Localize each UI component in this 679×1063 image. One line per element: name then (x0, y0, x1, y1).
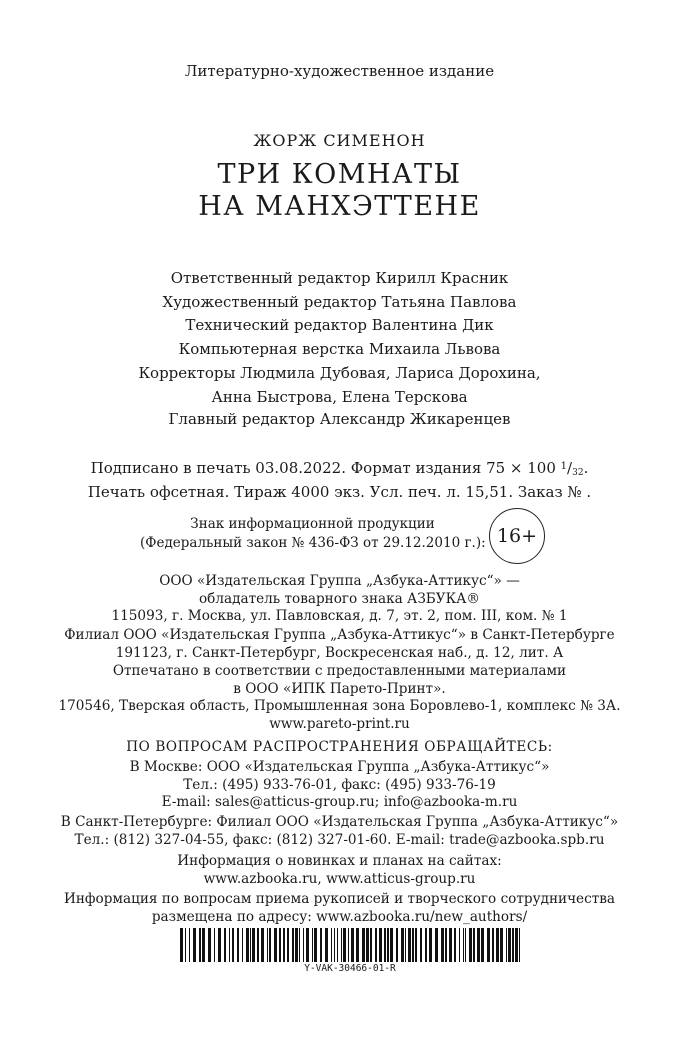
barcode-bar (312, 928, 313, 962)
branch-line: 191123, г. Санкт-Петербург, Воскресенская наб., д. 12, лит. А (115, 644, 564, 661)
publisher-line: 115093, г. Москва, ул. Павловская, д. 7, эт. 2, пом. III, ком. № 1 (111, 608, 568, 625)
barcode-bar (362, 928, 365, 962)
moscow-line: E-mail: sales@atticus-group.ru; info@azbooka-m.ru (161, 794, 518, 811)
barcode-bar (496, 928, 499, 962)
printer-website: www.pareto-print.ru (269, 715, 410, 732)
barcode-bar (320, 928, 322, 962)
barcode-bar (325, 928, 328, 962)
barcode-bar (492, 928, 494, 962)
printer-line: Отпечатано в соответствии с предоставленными материалами (112, 663, 567, 679)
barcode-bar (463, 928, 464, 962)
print-info-text: Подписано в печать 03.08.2022. Формат издания 75 × 100 (90, 459, 556, 477)
printer-line: в ООО «ИПК Парето-Принт». (233, 680, 446, 697)
barcode-bar (469, 928, 472, 962)
barcode-bar (356, 928, 359, 962)
format-fraction-denominator: 32 (572, 468, 584, 478)
print-info-line: Печать офсетная. Тираж 4000 экз. Усл. печ. л. 15,51. Заказ № . (87, 482, 592, 501)
barcode-bar (246, 928, 249, 962)
barcode-bar (242, 928, 243, 962)
editor-line: Анна Быстрова, Елена Терскова (211, 387, 468, 406)
info-product-mark (140, 515, 485, 552)
barcode-bar (449, 928, 452, 962)
barcode-bar (306, 928, 309, 962)
barcode-bar (387, 928, 389, 962)
book-author: ЖОРЖ СИМЕНОН (253, 131, 426, 150)
barcode-bar (465, 928, 466, 962)
barcode-bar (454, 928, 456, 962)
barcode-bar (429, 928, 432, 962)
news-line: Информация о новинках и планах на сайтах: (177, 853, 502, 869)
barcode-bar (185, 928, 186, 962)
barcode-bar (370, 928, 372, 962)
barcode-bar (515, 928, 518, 962)
barcode-bar (401, 928, 404, 962)
title-line: ТРИ КОМНАТЫ (217, 159, 462, 190)
print-info-line (0, 458, 679, 483)
editor-line: Ответственный редактор Кирилл Красник (170, 269, 509, 287)
barcode-bar (269, 928, 271, 962)
barcode-bar (459, 928, 460, 962)
barcode-bar (180, 928, 183, 962)
edition-type: Литературно-художественное издание (184, 62, 495, 80)
barcode-bar (214, 928, 215, 962)
barcode-bar (481, 928, 484, 962)
barcode-bar (351, 928, 354, 962)
news-info (0, 853, 679, 888)
barcode-bar (519, 928, 520, 962)
barcode-caption: Y-VAK-30466-01-R (304, 963, 396, 974)
title-line: НА МАНХЭТТЕНЕ (198, 191, 481, 222)
authors-line: размещена по адресу: www.azbooka.ru/new_authors/ (151, 908, 528, 925)
spb-line: Тел.: (812) 327-04-55, факс: (812) 327-01-60. E-mail: trade@azbooka.spb.ru (74, 831, 605, 848)
spb-contacts (0, 814, 679, 849)
barcode-bar (279, 928, 281, 962)
barcode-bar (473, 928, 475, 962)
barcode-bar (477, 928, 480, 962)
branch-info (0, 627, 679, 662)
authors-line: Информация по вопросам приема рукописей и творческого сотрудничества (63, 891, 615, 907)
barcode-bar (425, 928, 427, 962)
editor-line: Корректоры Людмила Дубовая, Лариса Дорохина, (138, 363, 541, 382)
barcode-bar (366, 928, 369, 962)
barcode-bar (334, 928, 335, 962)
publisher-line: обладатель товарного знака АЗБУКА® (198, 590, 481, 607)
barcode (180, 928, 520, 962)
editor-line: Компьютерная верстка Михаила Львова (178, 340, 501, 359)
barcode-bar (512, 928, 514, 962)
barcode-bar (193, 928, 196, 962)
editor-line: Художественный редактор Татьяна Павлова (162, 292, 517, 311)
barcode-bar (257, 928, 259, 962)
news-line: www.azbooka.ru, www.atticus-group.ru (203, 870, 476, 887)
barcode-bar (303, 928, 304, 962)
barcode-bar (202, 928, 205, 962)
moscow-line: В Москве: ООО «Издательская Группа „Азбука-Аттикус“» (129, 759, 550, 775)
age-rating-badge (489, 508, 545, 564)
printer-info (0, 663, 679, 733)
barcode-bar (408, 928, 411, 962)
barcode-bar (224, 928, 226, 962)
age-rating-text: 16+ (496, 525, 538, 547)
barcode-bar (487, 928, 490, 962)
barcode-bar (341, 928, 342, 962)
barcode-bar (390, 928, 393, 962)
barcode-bar (267, 928, 268, 962)
barcode-bar (283, 928, 285, 962)
info-mark-line: (Федеральный закон № 436-ФЗ от 29.12.2010 г.): (140, 534, 486, 551)
chief-editor: Главный редактор Александр Жикаренцев (168, 410, 511, 428)
barcode-bar (441, 928, 444, 962)
barcode-bar (415, 928, 417, 962)
format-fraction-end: . (583, 459, 589, 477)
barcode-bar (384, 928, 386, 962)
book-title (0, 159, 679, 223)
barcode-bar (208, 928, 211, 962)
barcode-bar (337, 928, 338, 962)
barcode-bar (250, 928, 251, 962)
barcode-bar (314, 928, 317, 962)
barcode-bar (287, 928, 289, 962)
format-fraction-separator: / (567, 459, 573, 477)
barcode-bar (295, 928, 298, 962)
printer-line: 170546, Тверская область, Промышленная зона Боровлево-1, комплекс № 3А. (58, 698, 621, 715)
publisher-line: ООО «Издательская Группа „Азбука-Аттикус“» — (159, 573, 520, 589)
barcode-bar (299, 928, 300, 962)
barcode-bar (508, 928, 511, 962)
barcode-bar (420, 928, 422, 962)
authors-info (0, 891, 679, 926)
barcode-bar (218, 928, 221, 962)
barcode-bar (500, 928, 503, 962)
barcode-bar (412, 928, 414, 962)
barcode-bar (445, 928, 447, 962)
barcode-bar (274, 928, 277, 962)
barcode-bar (405, 928, 406, 962)
barcode-bar (379, 928, 382, 962)
barcode-bar (396, 928, 398, 962)
barcode-bar (506, 928, 507, 962)
print-info (0, 458, 679, 501)
barcode-bar (435, 928, 438, 962)
editor-line: Технический редактор Валентина Дик (185, 316, 494, 335)
publisher-info (0, 573, 679, 626)
moscow-line: Тел.: (495) 933-76-01, факс: (495) 933-76-19 (183, 776, 496, 793)
moscow-contacts (0, 759, 679, 812)
barcode-bar (229, 928, 230, 962)
barcode-bar (343, 928, 346, 962)
editors-credits (0, 267, 679, 409)
barcode-bar (292, 928, 294, 962)
branch-line: Филиал ООО «Издательская Группа „Азбука-Аттикус“» в Санкт-Петербурге (64, 627, 615, 643)
barcode-bar (375, 928, 377, 962)
barcode-bar (232, 928, 234, 962)
format-fraction-numerator: 1 (560, 461, 568, 472)
barcode-bar (237, 928, 239, 962)
barcode-bar (189, 928, 190, 962)
barcode-bar (199, 928, 201, 962)
barcode-bar (331, 928, 332, 962)
info-mark-line: Знак информационной продукции (190, 516, 435, 532)
barcode-bar (261, 928, 264, 962)
barcode-bar (348, 928, 349, 962)
distribution-heading: ПО ВОПРОСАМ РАСПРОСТРАНЕНИЯ ОБРАЩАЙТЕСЬ: (126, 739, 553, 755)
spb-line: В Санкт-Петербурге: Филиал ООО «Издательская Группа „Азбука-Аттикус“» (60, 814, 619, 830)
barcode-bar (252, 928, 255, 962)
